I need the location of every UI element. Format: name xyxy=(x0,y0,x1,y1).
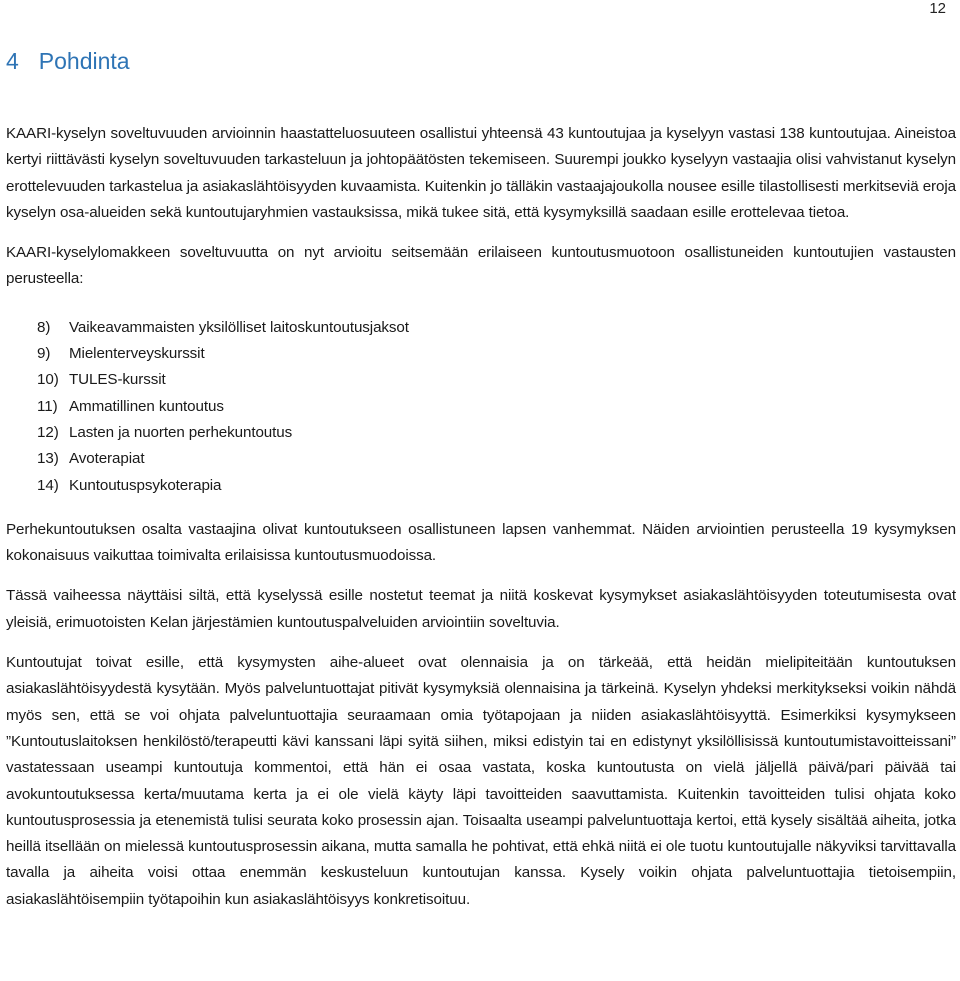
list-item-number: 12) xyxy=(37,423,59,441)
list-item-number: 10) xyxy=(37,371,59,389)
list-item-text: Lasten ja nuorten perhekuntoutus xyxy=(69,423,293,441)
list-item-text: Ammatillinen kuntoutus xyxy=(69,397,224,415)
page-number: 12 xyxy=(929,0,946,17)
list-item-number: 8) xyxy=(37,318,51,336)
list-item xyxy=(37,446,956,472)
list-item-number: 14) xyxy=(37,476,59,494)
document-body xyxy=(6,121,956,913)
list-item-number: 11) xyxy=(37,397,58,415)
paragraph: KAARI-kyselylomakkeen soveltuvuutta on nyt arvioitu seitsemään erilaiseen kuntoutusmuotoon osallistuneiden kuntoutujien vastausten perusteella: xyxy=(6,244,956,288)
list-item-number: 9) xyxy=(37,345,51,363)
heading-number: 4 xyxy=(6,48,19,74)
list-item-text: TULES-kurssit xyxy=(69,371,166,389)
section-heading xyxy=(6,48,130,75)
heading-title: Pohdinta xyxy=(38,48,130,74)
paragraph: Perhekuntoutuksen osalta vastaajina olivat kuntoutukseen osallistuneen lapsen vanhemmat. Näiden arviointien perusteella 19 kysymyksen kokonaisuus vaikuttaa toimivalta erilaisissa kuntoutusmuodoissa. xyxy=(6,520,956,565)
paragraph: KAARI-kyselyn soveltuvuuden arvioinnin haastatteluosuuteen osallistui yhteensä 43 kuntoutujaa ja kyselyyn vastasi 138 kuntoutujaa. Aineistoa kertyi riittävästi kyselyn soveltuvuuden tarkasteluun ja johtopäätösten tekemiseen. Suurempi joukko kyselyyn vastaajia olisi vahvistanut kyselyn erottelevuuden tarkastelua ja asiakaslähtöisyyden kuvaamista. Kuitenkin jo tälläkin vastaajajoukolla nousee esille tilastollisesti merkitseviä eroja kyselyn osa-alueiden sekä kuntoutujaryhmien vastauksissa, mikä tukee sitä, että kysymyksillä saadaan esille erottelevaa tietoa. xyxy=(6,125,956,221)
paragraph: Tässä vaiheessa näyttäisi siltä, että kyselyssä esille nostetut teemat ja niitä koskevat kysymykset asiakaslähtöisyyden toteutumisesta ovat yleisiä, erimuotoisten Kelan järjestämien kuntoutuspalveluiden arviointiin soveltuvia. xyxy=(6,587,956,631)
list-item-text: Kuntoutuspsykoterapia xyxy=(69,476,222,494)
list-item xyxy=(37,394,956,420)
list-item-text: Mielenterveyskurssit xyxy=(69,345,205,363)
list-item-text: Avoterapiat xyxy=(69,450,145,468)
list-item xyxy=(37,341,956,367)
list-item-number: 13) xyxy=(37,450,59,468)
list-item xyxy=(37,420,956,446)
list-item xyxy=(37,315,956,341)
list-item xyxy=(37,473,956,499)
rehabilitation-forms-list xyxy=(37,315,956,499)
list-item-text: Vaikeavammaisten yksilölliset laitoskuntoutusjaksot xyxy=(69,318,409,336)
paragraph: Kuntoutujat toivat esille, että kysymysten aihe-alueet ovat olennaisia ja on tärkeää, että heidän mielipiteitään kuntoutuksen asiakaslähtöisyydestä kysytään. Myös palveluntuottajat pitivät kysymyksiä olennaisina ja tärkeinä. Kyselyn yhdeksi merkitykseksi voikin nähdä myös sen, että se voi ohjata palveluntuottajia seuraamaan omia työtapojaan ja niiden asiakaslähtöisyyttä. Esimerkiksi kysymykseen ”Kuntoutuslaitoksen henkilöstö/terapeutti kävi kanssani läpi syitä siihen, miksi edistyin tai en edistynyt yksilöllisissä kuntoutumistavoitteissani” vastatessaan useampi kuntoutuja kommentoi, että hän ei osaa vastata, koska kuntoutusta on vielä jäljellä päivä/pari päivää tai avokuntoutuksessa kerta/muutama kerta ja ei ole vielä käyty läpi tavoitteiden saavuttamista. Kuitenkin tavoitteiden tulisi ohjata koko kuntoutusprosessia ja etenemistä tulisi seurata koko prosessin ajan. Toisaalta useampi palveluntuottaja kertoi, että kysely sisältää aiheita, jotka heillä itsellään on mielessä kuntoutusprosessin aikana, mutta samalla he pohtivat, että ehkä niitä ei ole tuotu kuntoutujalle näkyviksi tarvittavalla tavalla ja aiheita voisi ottaa enemmän keskusteluun kuntoutujan kanssa. Kysely voikin ohjata palveluntuottajia tietoisempiin, asiakaslähtöisempiin työtapoihin kun asiakaslähtöisyys konkretisoituu. xyxy=(6,654,956,908)
list-item xyxy=(37,367,956,393)
